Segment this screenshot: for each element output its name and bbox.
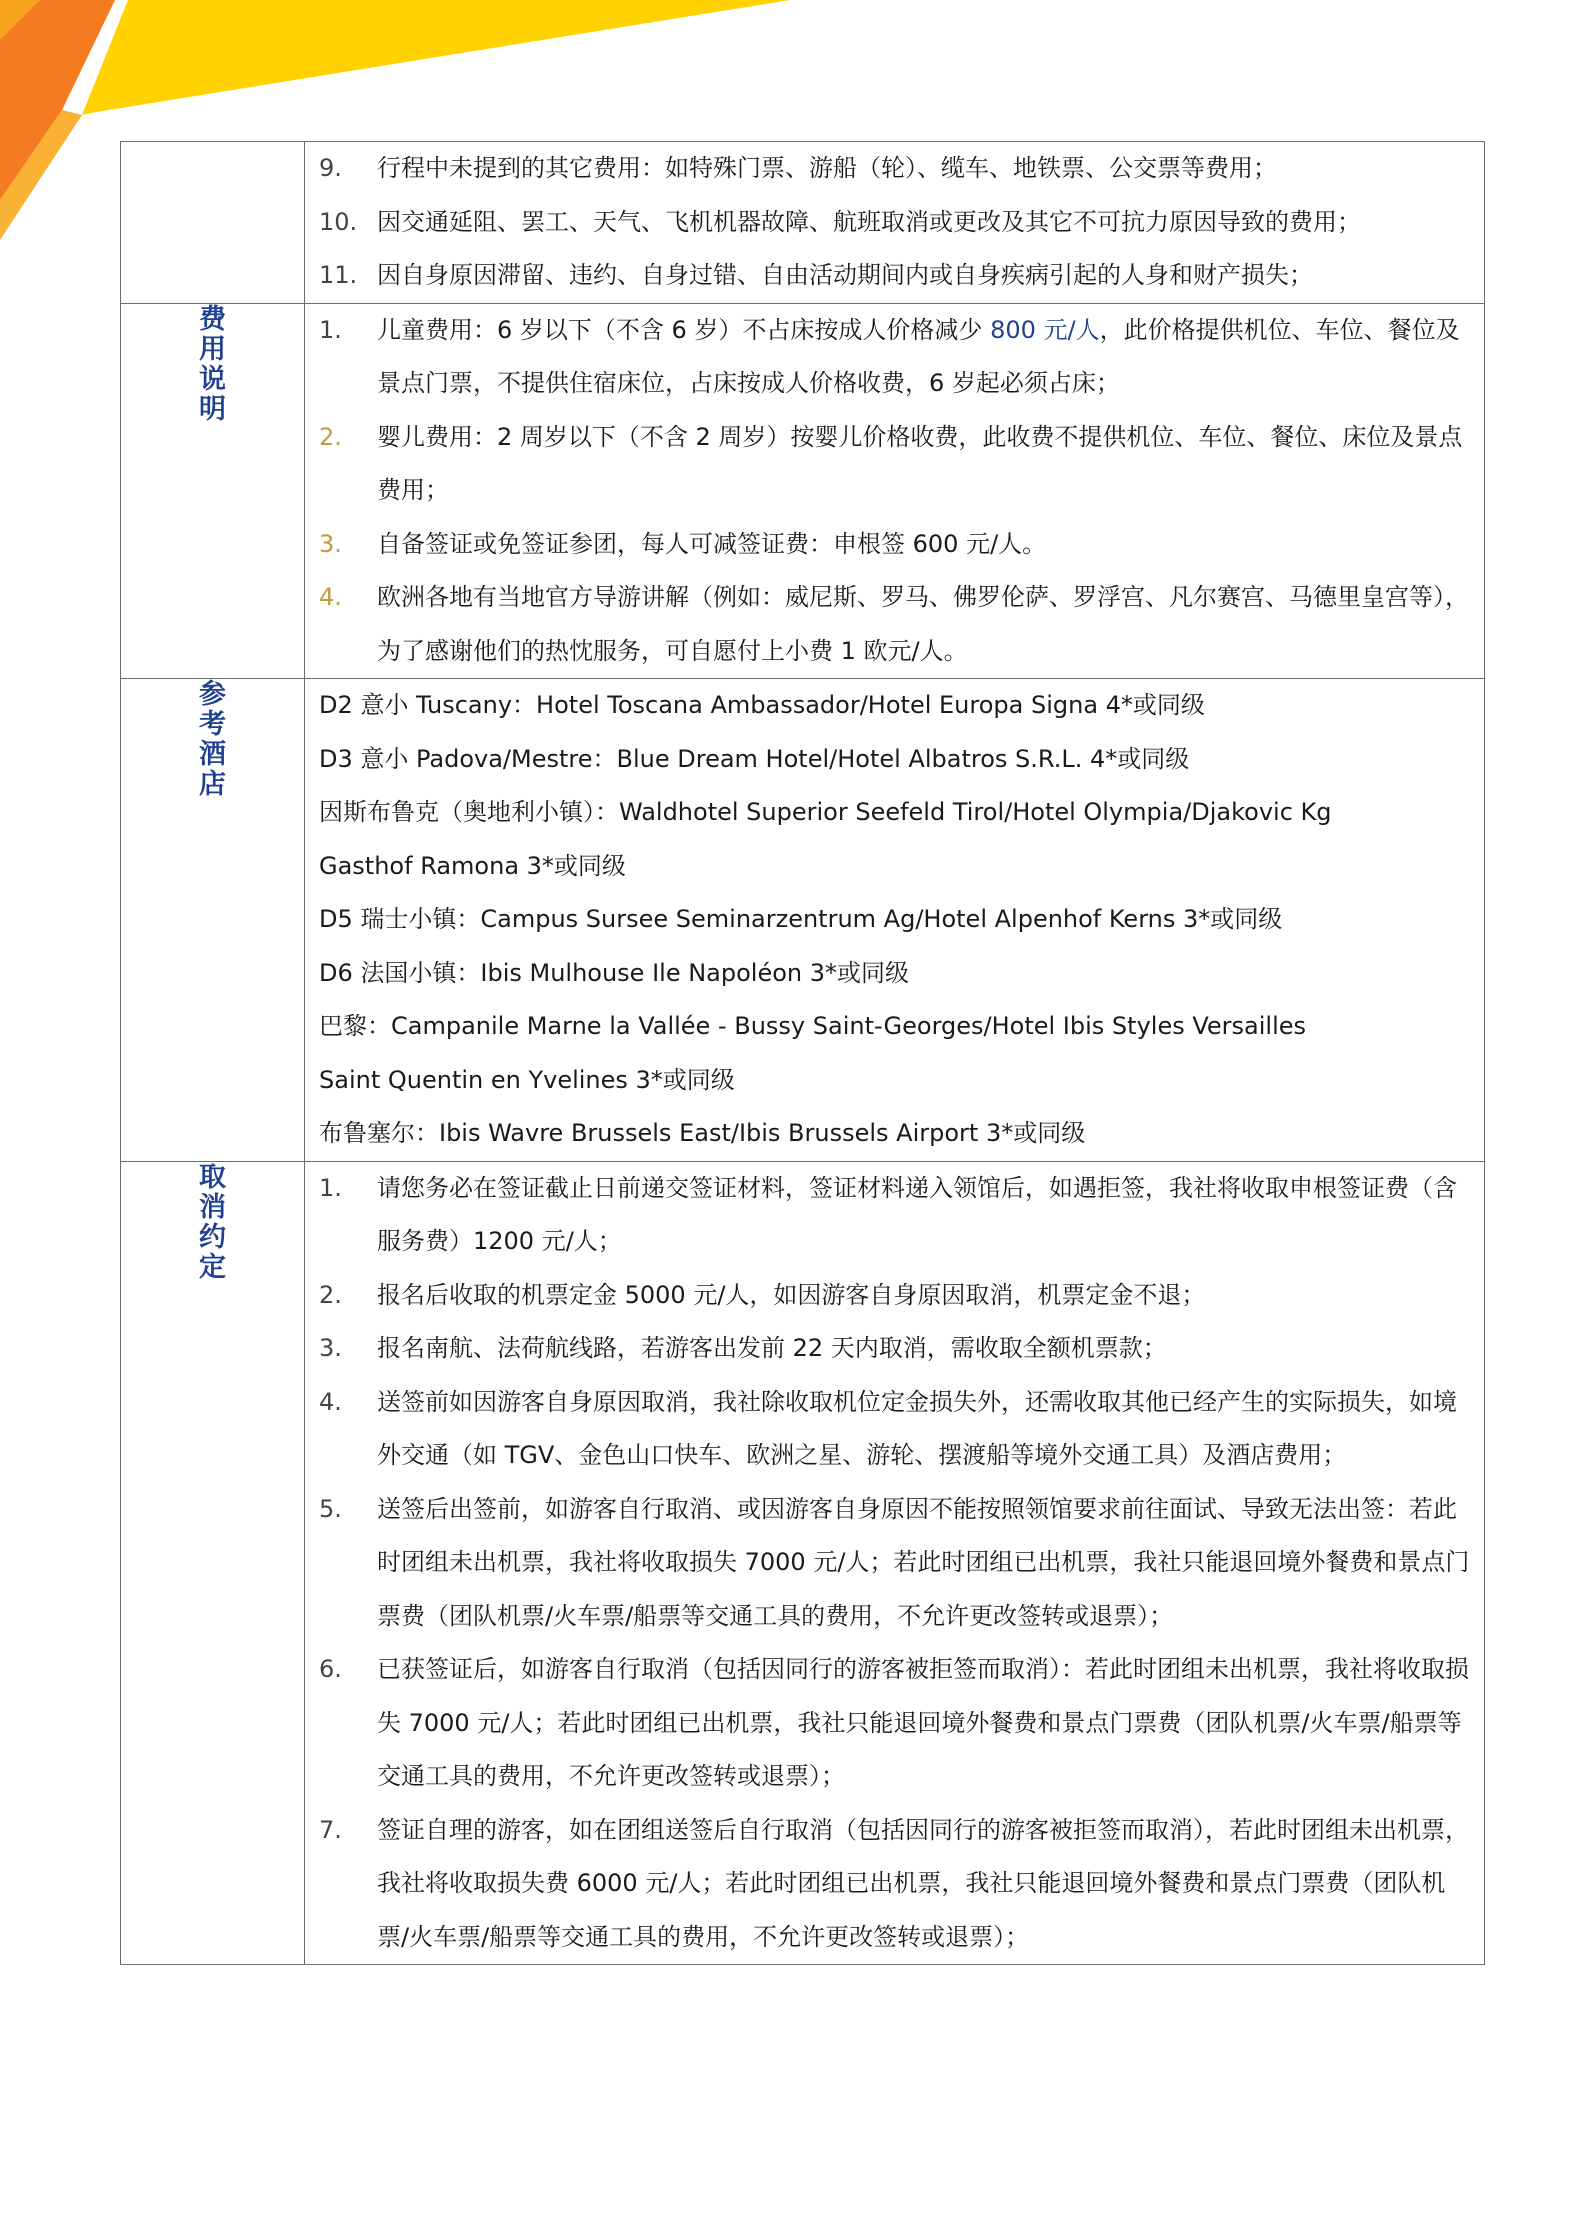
item-text: 行程中未提到的其它费用：如特殊门票、游船（轮）、缆车、地铁票、公交票等费用； — [377, 154, 1277, 182]
cancel-content — [305, 1161, 1485, 1965]
fees-content — [305, 303, 1485, 679]
info-table — [120, 141, 1485, 1965]
hotel-line: 布鲁塞尔：Ibis Wavre Brussels East/Ibis Brussels Airport 3*或同级 — [319, 1119, 1086, 1147]
item-number: 4. — [319, 583, 342, 611]
child-discount-highlight: 800 元/人 — [990, 315, 1100, 344]
label-cell-fees — [121, 303, 305, 679]
item-text: 请您务必在签证截止日前递交签证材料，签证材料递入领馆后，如遇拒签，我社将收取申根签证费（含服务费）1200 元/人； — [377, 1173, 1457, 1255]
item-text: 婴儿费用：2 周岁以下（不含 2 周岁）按婴儿价格收费，此收费不提供机位、车位、餐位、床位及景点费用； — [377, 422, 1463, 504]
item-text — [377, 304, 1470, 411]
section-label-fees: 费用说明 — [199, 303, 226, 425]
item-text: 报名后收取的机票定金 5000 元/人，如因游客自身原因取消，机票定金不退； — [377, 1280, 1206, 1309]
item-number: 1. — [319, 315, 342, 344]
list-item — [319, 249, 1470, 303]
hotel-line: 巴黎：Campanile Marne la Vallée - Bussy Saint-Georges/Hotel Ibis Styles Versailles — [319, 1012, 1307, 1040]
item-text: 已获签证后，如游客自行取消（包括因同行的游客被拒签而取消）：若此时团组未出机票，我社将收取损失 7000 元/人；若此时团组已出机票，我社只能退回境外餐费和景点门票费（团队机票/火车票/船票等交通工具的费用，不允许更改签转或退票）； — [377, 1655, 1469, 1790]
item-text: 报名南航、法荷航线路，若游客出发前 22 天内取消，需收取全额机票款； — [377, 1334, 1167, 1362]
item-number: 2. — [319, 1280, 342, 1309]
list-item — [319, 1162, 1470, 1269]
item-number: 10. — [319, 207, 358, 236]
list-item — [319, 1376, 1470, 1483]
item-number: 1. — [319, 1173, 342, 1202]
fee-items — [319, 411, 1470, 679]
fee-item-1 — [319, 304, 1470, 411]
hotels-content — [305, 679, 1485, 1162]
section-label-hotels: 参考酒店 — [199, 679, 226, 800]
list-item — [319, 1483, 1470, 1644]
excluded-content — [305, 142, 1485, 304]
hotel-line: D3 意小 Padova/Mestre：Blue Dream Hotel/Hotel Albatros S.R.L. 4*或同级 — [319, 744, 1190, 773]
item-number: 3. — [319, 1334, 342, 1362]
item-text: 送签后出签前，如游客自行取消、或因游客自身原因不能按照领馆要求前往面试、导致无法出签：若此时团组未出机票，我社将收取损失 7000 元/人；若此时团组已出机票，我社只能退回境外餐费和景点门票费（团队机票/火车票/船票等交通工具的费用，不允许更改签转或退票）； — [377, 1494, 1470, 1630]
hotel-line: 因斯布鲁克（奥地利小镇）：Waldhotel Superior Seefeld Tirol/Hotel Olympia/Djakovic Kg — [319, 798, 1332, 826]
list-item — [319, 571, 1470, 678]
list-item — [319, 142, 1470, 196]
list-item — [319, 1804, 1470, 1965]
item-number: 6. — [319, 1655, 342, 1683]
item-number: 3. — [319, 529, 342, 558]
label-cell-cancel — [121, 1161, 305, 1965]
item-text: 因交通延阻、罢工、天气、飞机机器故障、航班取消或更改及其它不可抗力原因导致的费用； — [377, 207, 1361, 236]
item-text: 送签前如因游客自身原因取消，我社除收取机位定金损失外，还需收取其他已经产生的实际损失，如境外交通（如 TGV、金色山口快车、欧洲之星、游轮、摆渡船等境外交通工具）及酒店费用； — [377, 1387, 1457, 1469]
list-item — [319, 1322, 1470, 1376]
list-item — [319, 411, 1470, 518]
list-item — [319, 1643, 1470, 1804]
item-number: 7. — [319, 1815, 342, 1844]
hotel-line: D6 法国小镇：Ibis Mulhouse Ile Napoléon 3*或同级 — [319, 958, 910, 987]
item-number: 11. — [319, 261, 358, 289]
item-number: 2. — [319, 422, 342, 451]
section-label-cancel: 取消约定 — [199, 1161, 226, 1283]
item-number: 9. — [319, 154, 342, 182]
item-text: 签证自理的游客，如在团组送签后自行取消（包括因同行的游客被拒签而取消），若此时团组未出机票，我社将收取损失费 6000 元/人；若此时团组已出机票，我社只能退回境外餐费和景点门票费（团队机票/火车票/船票等交通工具的费用，不允许更改签转或退票）； — [377, 1815, 1469, 1951]
item-text: 欧洲各地有当地官方导游讲解（例如：威尼斯、罗马、佛罗伦萨、罗浮宫、凡尔赛宫、马德里皇宫等），为了感谢他们的热忱服务，可自愿付上小费 1 欧元/人。 — [377, 583, 1469, 665]
hotel-line: D2 意小 Tuscany：Hotel Toscana Ambassador/Hotel Europa Signa 4*或同级 — [319, 691, 1205, 719]
row-fees — [121, 303, 1485, 679]
fee-text-post: ，此价格提供机位、车位、餐位及景点门票，不提供住宿床位，占床按成人价格收费，6 岁起必须占床； — [377, 315, 1460, 397]
hotel-line: Saint Quentin en Yvelines 3*或同级 — [319, 1065, 735, 1094]
row-hotels — [121, 679, 1485, 1162]
list-item — [319, 1269, 1470, 1323]
item-text: 因自身原因滞留、违约、自身过错、自由活动期间内或自身疾病引起的人身和财产损失； — [377, 261, 1313, 289]
label-cell-excluded — [121, 142, 305, 304]
hotel-line: D5 瑞士小镇：Campus Sursee Seminarzentrum Ag/Hotel Alpenhof Kerns 3*或同级 — [319, 905, 1283, 933]
item-number: 5. — [319, 1494, 342, 1523]
label-cell-hotels — [121, 679, 305, 1162]
hotel-line: Gasthof Ramona 3*或同级 — [319, 851, 626, 880]
item-number: 4. — [319, 1387, 342, 1416]
item-text: 自备签证或免签证参团，每人可减签证费：申根签 600 元/人。 — [377, 529, 1047, 558]
list-item — [319, 196, 1470, 250]
fee-text-pre: 儿童费用：6 岁以下（不含 6 岁）不占床按成人价格减少 — [377, 315, 991, 344]
row-excluded — [121, 142, 1485, 304]
list-item — [319, 518, 1470, 572]
row-cancel — [121, 1161, 1485, 1965]
